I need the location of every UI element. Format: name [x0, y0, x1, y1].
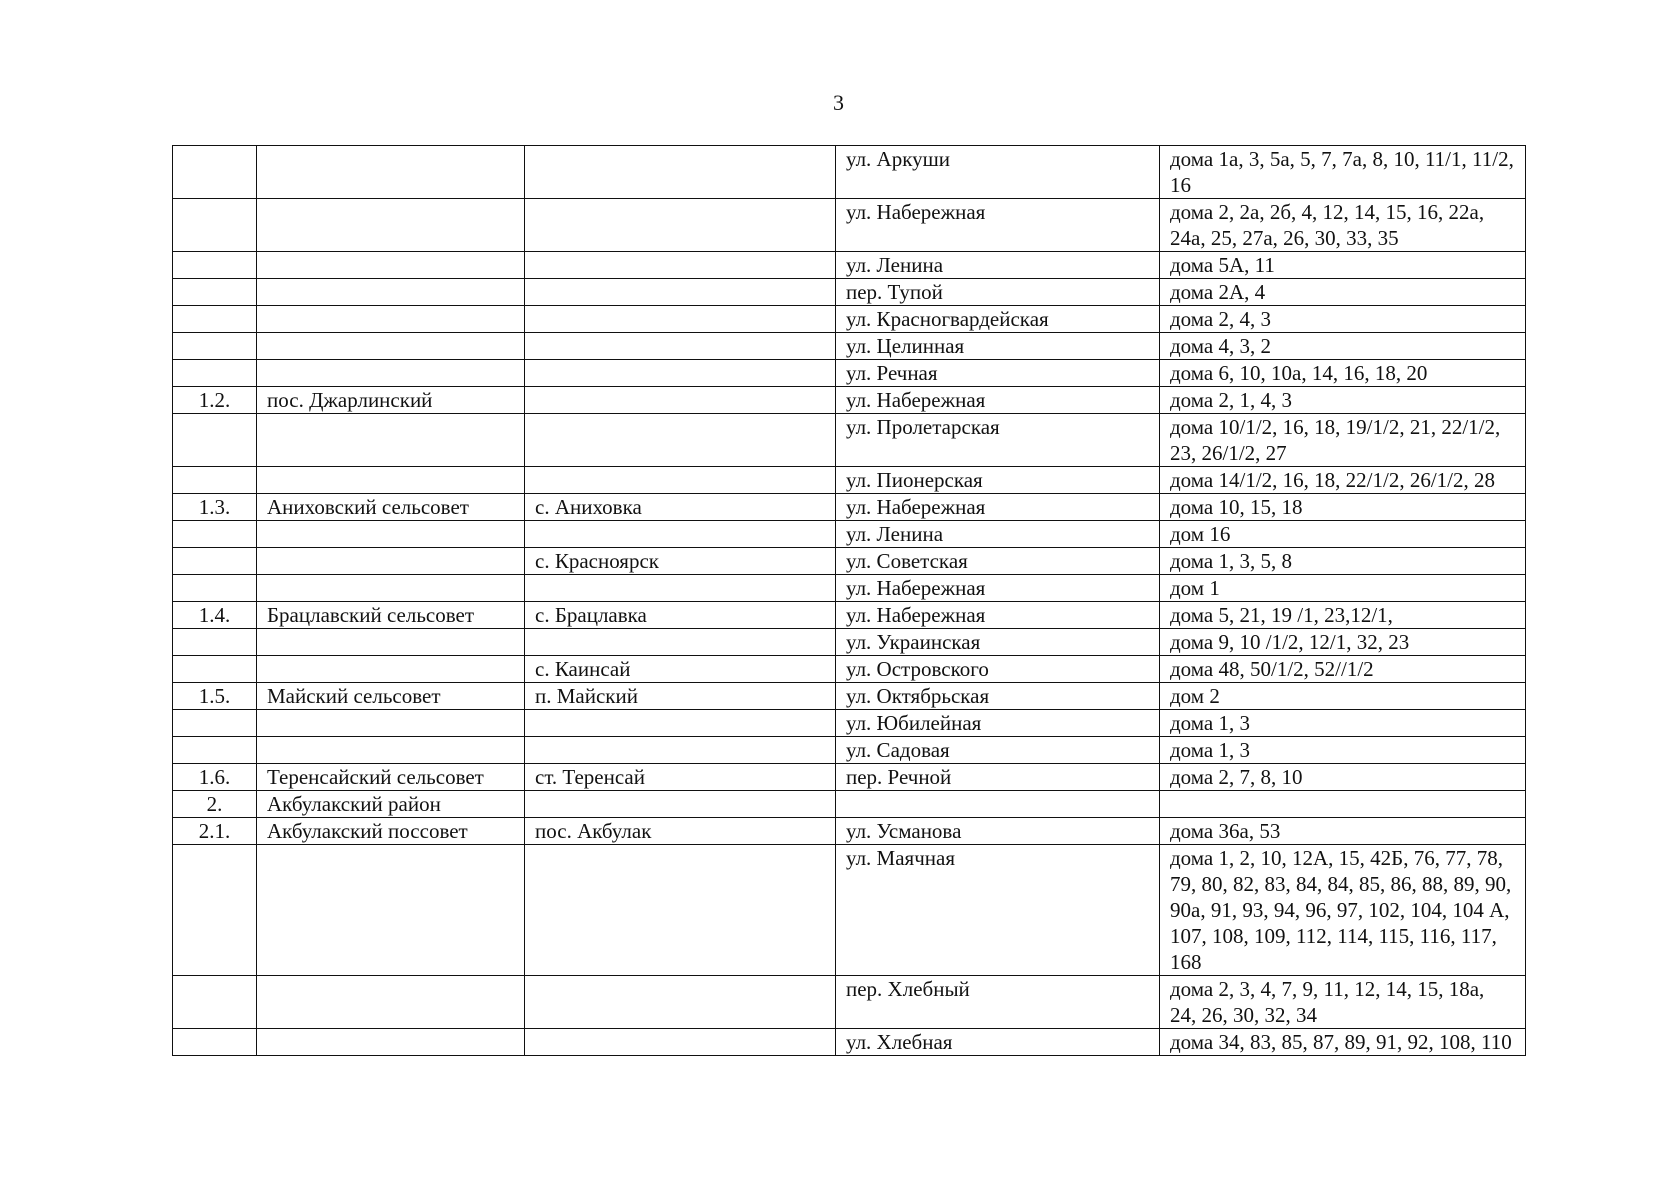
- street-cell: ул. Хлебная: [836, 1029, 1160, 1056]
- settlement-cell: [525, 737, 836, 764]
- row-number-cell: [173, 279, 257, 306]
- street-cell: ул. Советская: [836, 548, 1160, 575]
- table-row: [173, 602, 1526, 629]
- row-number-cell: [173, 521, 257, 548]
- settlement-cell: [525, 575, 836, 602]
- houses-cell: дома 10/1/2, 16, 18, 19/1/2, 21, 22/1/2, 23, 26/1/2, 27: [1160, 414, 1526, 467]
- settlement-cell: п. Майский: [525, 683, 836, 710]
- row-number-cell: 1.3.: [173, 494, 257, 521]
- district-cell: [257, 710, 525, 737]
- street-cell: ул. Юбилейная: [836, 710, 1160, 737]
- row-number-cell: 2.: [173, 791, 257, 818]
- district-cell: [257, 146, 525, 199]
- district-cell: [257, 360, 525, 387]
- houses-cell: дом 2: [1160, 683, 1526, 710]
- settlement-cell: [525, 1029, 836, 1056]
- row-number-cell: [173, 976, 257, 1029]
- row-number-cell: [173, 199, 257, 252]
- houses-cell: дома 2, 3, 4, 7, 9, 11, 12, 14, 15, 18а, 24, 26, 30, 32, 34: [1160, 976, 1526, 1029]
- settlement-cell: [525, 845, 836, 976]
- row-number-cell: 1.5.: [173, 683, 257, 710]
- table-row: [173, 521, 1526, 548]
- houses-cell: дома 1, 3: [1160, 710, 1526, 737]
- settlement-cell: [525, 467, 836, 494]
- table-row: [173, 737, 1526, 764]
- street-cell: ул. Усманова: [836, 818, 1160, 845]
- houses-cell: дома 1, 2, 10, 12А, 15, 42Б, 76, 77, 78, 79, 80, 82, 83, 84, 84, 85, 86, 88, 89, 90, 90а, 91, 93, 94, 96, 97, 102, 104, 104 А, 107, 108, 109, 112, 114, 115, 116, 117, 168: [1160, 845, 1526, 976]
- district-cell: [257, 521, 525, 548]
- street-cell: [836, 791, 1160, 818]
- settlement-cell: [525, 521, 836, 548]
- table-row: [173, 976, 1526, 1029]
- houses-cell: дома 6, 10, 10а, 14, 16, 18, 20: [1160, 360, 1526, 387]
- table-row: [173, 818, 1526, 845]
- houses-cell: дома 34, 83, 85, 87, 89, 91, 92, 108, 110: [1160, 1029, 1526, 1056]
- street-cell: ул. Набережная: [836, 602, 1160, 629]
- houses-cell: дома 1, 3: [1160, 737, 1526, 764]
- address-table: [172, 145, 1526, 1056]
- houses-cell: дом 1: [1160, 575, 1526, 602]
- row-number-cell: 1.4.: [173, 602, 257, 629]
- houses-cell: дома 1, 3, 5, 8: [1160, 548, 1526, 575]
- street-cell: ул. Набережная: [836, 494, 1160, 521]
- settlement-cell: с. Брацлавка: [525, 602, 836, 629]
- district-cell: [257, 467, 525, 494]
- district-cell: [257, 845, 525, 976]
- district-cell: [257, 1029, 525, 1056]
- table-row: [173, 279, 1526, 306]
- table-row: [173, 575, 1526, 602]
- street-cell: ул. Садовая: [836, 737, 1160, 764]
- settlement-cell: [525, 387, 836, 414]
- row-number-cell: [173, 737, 257, 764]
- settlement-cell: [525, 146, 836, 199]
- houses-cell: дома 1а, 3, 5а, 5, 7, 7а, 8, 10, 11/1, 11/2, 16: [1160, 146, 1526, 199]
- settlement-cell: [525, 199, 836, 252]
- street-cell: ул. Украинская: [836, 629, 1160, 656]
- houses-cell: дома 14/1/2, 16, 18, 22/1/2, 26/1/2, 28: [1160, 467, 1526, 494]
- houses-cell: [1160, 791, 1526, 818]
- street-cell: пер. Речной: [836, 764, 1160, 791]
- settlement-cell: [525, 710, 836, 737]
- houses-cell: дома 2, 4, 3: [1160, 306, 1526, 333]
- street-cell: ул. Аркуши: [836, 146, 1160, 199]
- district-cell: [257, 976, 525, 1029]
- district-cell: [257, 656, 525, 683]
- street-cell: ул. Октябрьская: [836, 683, 1160, 710]
- row-number-cell: [173, 414, 257, 467]
- houses-cell: дома 48, 50/1/2, 52//1/2: [1160, 656, 1526, 683]
- district-cell: [257, 575, 525, 602]
- district-cell: [257, 737, 525, 764]
- settlement-cell: [525, 333, 836, 360]
- settlement-cell: с. Аниховка: [525, 494, 836, 521]
- district-cell: [257, 414, 525, 467]
- table-row: [173, 764, 1526, 791]
- row-number-cell: [173, 306, 257, 333]
- table-row: [173, 387, 1526, 414]
- row-number-cell: 2.1.: [173, 818, 257, 845]
- houses-cell: дома 2, 1, 4, 3: [1160, 387, 1526, 414]
- district-cell: Акбулакский район: [257, 791, 525, 818]
- district-cell: [257, 629, 525, 656]
- table-row: [173, 710, 1526, 737]
- row-number-cell: [173, 656, 257, 683]
- table-row: [173, 1029, 1526, 1056]
- houses-cell: дома 4, 3, 2: [1160, 333, 1526, 360]
- street-cell: ул. Набережная: [836, 387, 1160, 414]
- street-cell: ул. Маячная: [836, 845, 1160, 976]
- district-cell: [257, 333, 525, 360]
- table-row: [173, 656, 1526, 683]
- row-number-cell: [173, 360, 257, 387]
- district-cell: пос. Джарлинский: [257, 387, 525, 414]
- settlement-cell: с. Каинсай: [525, 656, 836, 683]
- district-cell: [257, 252, 525, 279]
- settlement-cell: [525, 414, 836, 467]
- street-cell: ул. Речная: [836, 360, 1160, 387]
- row-number-cell: [173, 548, 257, 575]
- row-number-cell: [173, 252, 257, 279]
- street-cell: пер. Тупой: [836, 279, 1160, 306]
- table-row: [173, 548, 1526, 575]
- settlement-cell: ст. Теренсай: [525, 764, 836, 791]
- row-number-cell: [173, 467, 257, 494]
- district-cell: Майский сельсовет: [257, 683, 525, 710]
- settlement-cell: [525, 306, 836, 333]
- district-cell: Аниховский сельсовет: [257, 494, 525, 521]
- street-cell: ул. Набережная: [836, 575, 1160, 602]
- district-cell: [257, 548, 525, 575]
- street-cell: ул. Ленина: [836, 252, 1160, 279]
- table-row: [173, 845, 1526, 976]
- row-number-cell: [173, 710, 257, 737]
- district-cell: [257, 279, 525, 306]
- table-row: [173, 629, 1526, 656]
- row-number-cell: 1.6.: [173, 764, 257, 791]
- table-row: [173, 683, 1526, 710]
- row-number-cell: [173, 845, 257, 976]
- houses-cell: дома 5А, 11: [1160, 252, 1526, 279]
- houses-cell: дом 16: [1160, 521, 1526, 548]
- settlement-cell: [525, 279, 836, 306]
- houses-cell: дома 2, 7, 8, 10: [1160, 764, 1526, 791]
- table-row: [173, 306, 1526, 333]
- street-cell: ул. Островского: [836, 656, 1160, 683]
- table-row: [173, 414, 1526, 467]
- district-cell: Теренсайский сельсовет: [257, 764, 525, 791]
- houses-cell: дома 10, 15, 18: [1160, 494, 1526, 521]
- settlement-cell: [525, 252, 836, 279]
- district-cell: [257, 306, 525, 333]
- houses-cell: дома 36а, 53: [1160, 818, 1526, 845]
- street-cell: ул. Набережная: [836, 199, 1160, 252]
- houses-cell: дома 2А, 4: [1160, 279, 1526, 306]
- street-cell: ул. Ленина: [836, 521, 1160, 548]
- row-number-cell: [173, 1029, 257, 1056]
- table-row: [173, 252, 1526, 279]
- table-row: [173, 333, 1526, 360]
- table-row: [173, 199, 1526, 252]
- address-table-body: [173, 146, 1526, 1056]
- settlement-cell: [525, 360, 836, 387]
- table-row: [173, 146, 1526, 199]
- settlement-cell: пос. Акбулак: [525, 818, 836, 845]
- street-cell: ул. Пионерская: [836, 467, 1160, 494]
- row-number-cell: [173, 575, 257, 602]
- table-row: [173, 791, 1526, 818]
- houses-cell: дома 2, 2а, 2б, 4, 12, 14, 15, 16, 22а, 24а, 25, 27а, 26, 30, 33, 35: [1160, 199, 1526, 252]
- row-number-cell: [173, 333, 257, 360]
- district-cell: Акбулакский поссовет: [257, 818, 525, 845]
- settlement-cell: [525, 629, 836, 656]
- row-number-cell: [173, 146, 257, 199]
- settlement-cell: [525, 976, 836, 1029]
- table-row: [173, 467, 1526, 494]
- table-row: [173, 360, 1526, 387]
- houses-cell: дома 9, 10 /1/2, 12/1, 32, 23: [1160, 629, 1526, 656]
- street-cell: ул. Целинная: [836, 333, 1160, 360]
- table-row: [173, 494, 1526, 521]
- street-cell: ул. Красногвардейская: [836, 306, 1160, 333]
- row-number-cell: [173, 629, 257, 656]
- district-cell: [257, 199, 525, 252]
- page-number: 3: [833, 90, 844, 115]
- settlement-cell: с. Красноярск: [525, 548, 836, 575]
- street-cell: пер. Хлебный: [836, 976, 1160, 1029]
- district-cell: Брацлавский сельсовет: [257, 602, 525, 629]
- houses-cell: дома 5, 21, 19 /1, 23,12/1,: [1160, 602, 1526, 629]
- row-number-cell: 1.2.: [173, 387, 257, 414]
- settlement-cell: [525, 791, 836, 818]
- street-cell: ул. Пролетарская: [836, 414, 1160, 467]
